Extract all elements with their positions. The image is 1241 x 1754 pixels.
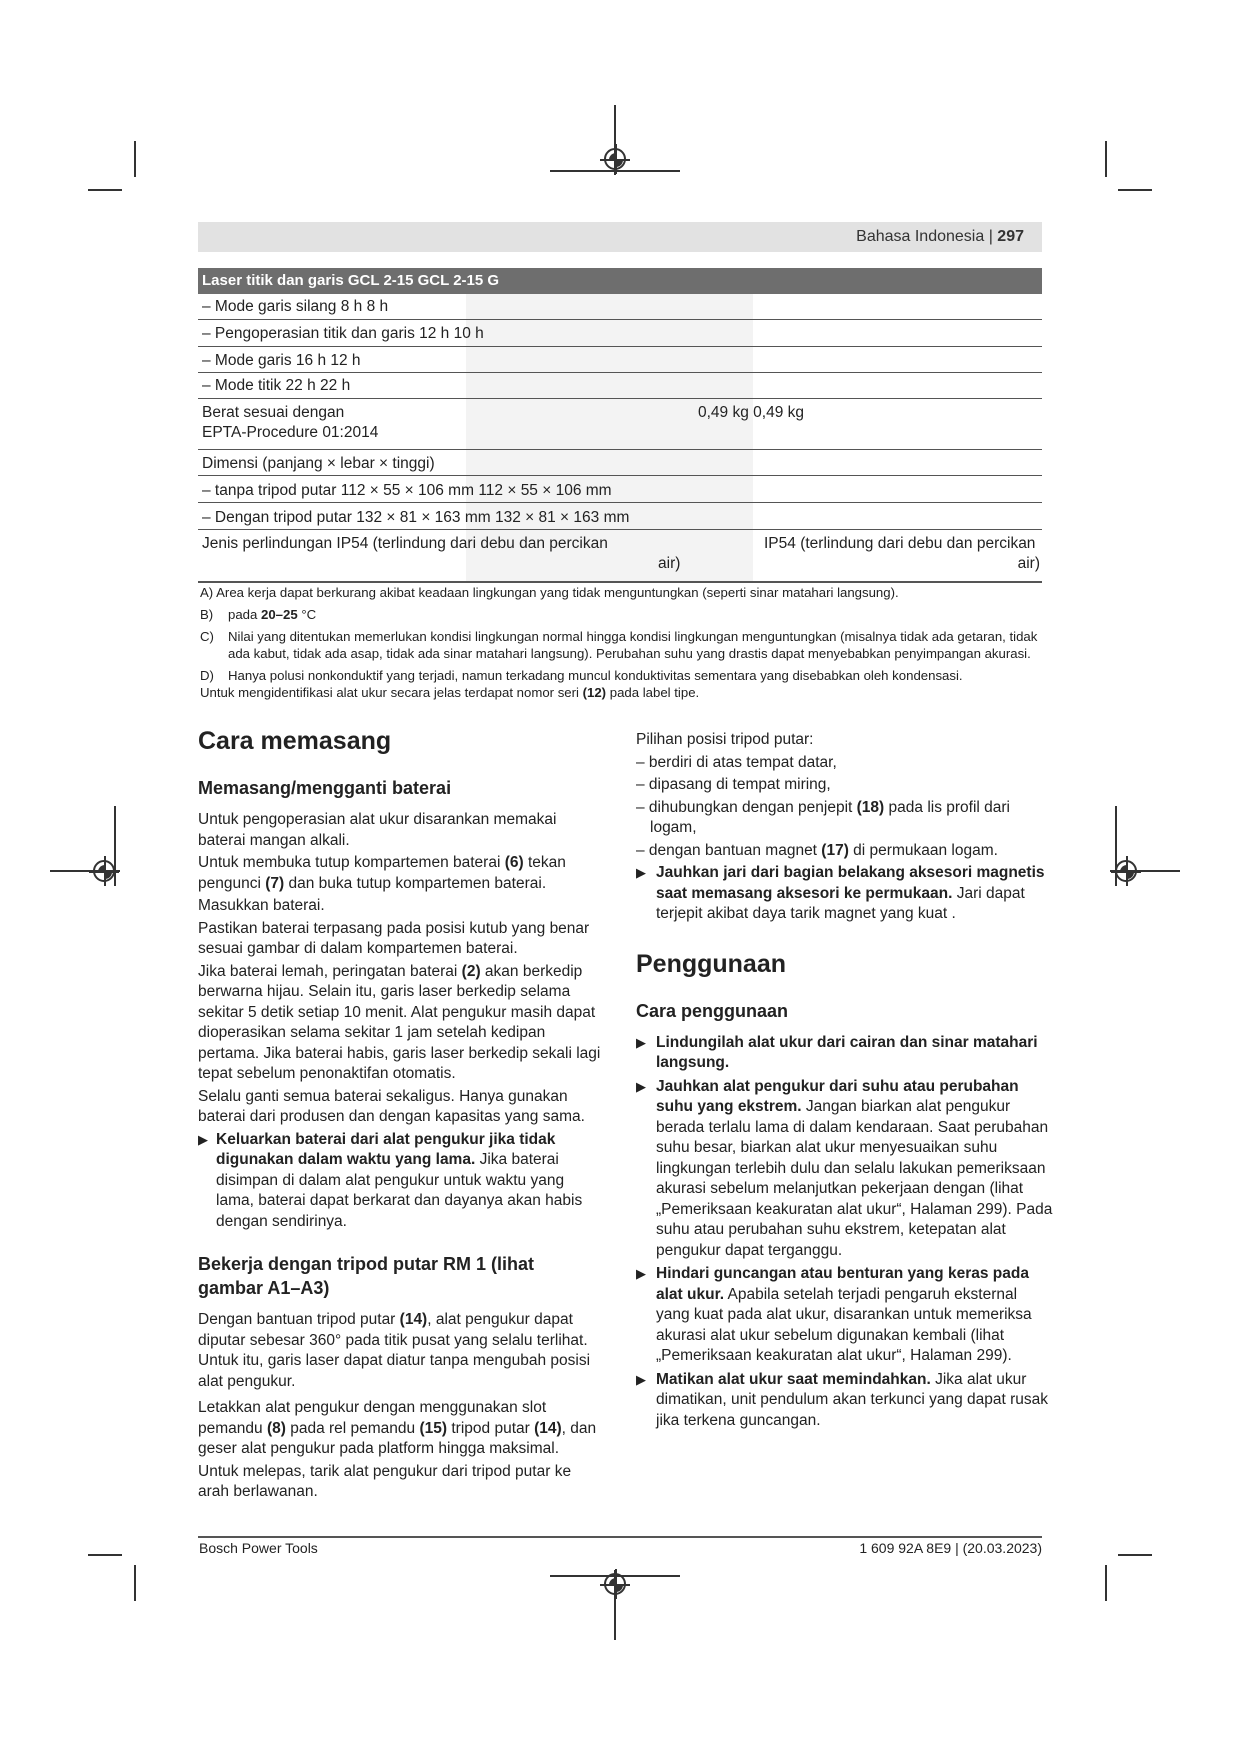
paragraph: Untuk pengoperasian alat ukur disarankan memakai baterai mangan alkali. bbox=[198, 811, 557, 849]
section-heading-installation: Cara memasang bbox=[198, 727, 392, 755]
paragraph: Untuk melepas, tarik alat pengukur dari tripod putar ke arah berlawanan. bbox=[198, 1462, 572, 1500]
weight-value: 0,49 kg 0,49 kg bbox=[698, 404, 804, 421]
warning-bullet: ▶ Jauhkan alat pengukur dari suhu atau perubahan suhu yang ekstrem. Jangan biarkan alat pengukur berada terlalu lama di dalam kendaraan. Saat perubahan suhu besar, biarkan alat ukur menyesuaikan suhu lingkungan terlebih dulu dan selalu lakukan pemeriksaan akurasi sebelum melanjutkan pekerjaan dengan (lihat „Pemeriksaan keakuratan alat ukur“, Halaman 299). Pada suhu atau perubahan suhu ekstrem, ketepatan alat pengukur dapat terganggu. bbox=[636, 1077, 1053, 1259]
paragraph: Pilihan posisi tripod putar: bbox=[636, 731, 814, 748]
right-column bbox=[636, 730, 1054, 1434]
protection-value-2: IP54 (terlindung dari debu dan percikan bbox=[764, 535, 1036, 552]
registration-mark-icon bbox=[604, 1573, 626, 1595]
triangle-bullet-icon: ▶ bbox=[198, 1131, 208, 1147]
warning-bullet: ▶ Matikan alat ukur saat memindahkan. Jika alat ukur dimatikan, unit pendulum akan terkunci yang dapat rusak jika terkena guncangan. bbox=[636, 1370, 1049, 1429]
triangle-bullet-icon: ▶ bbox=[636, 1078, 646, 1094]
crop-mark bbox=[1118, 1554, 1152, 1556]
crop-mark bbox=[1105, 1565, 1107, 1601]
crop-mark bbox=[134, 141, 136, 177]
subheading-tripod: Bekerja dengan tripod putar RM 1 (lihat gambar A1–A3) bbox=[198, 1254, 535, 1298]
triangle-bullet-icon: ▶ bbox=[636, 1266, 646, 1281]
page-header bbox=[198, 222, 1042, 252]
table-footnotes bbox=[200, 584, 1040, 701]
table-row: – Mode garis 16 h 12 h bbox=[198, 347, 1042, 373]
registration-mark-icon bbox=[604, 148, 626, 170]
crop-mark bbox=[88, 189, 122, 191]
warning-bullet: ▶ Jauhkan jari dari bagian belakang aksesori magnetis saat memasang aksesori ke permukaan. Jari dapat terjepit akibat daya tarik magnet yang kuat . bbox=[636, 864, 1045, 922]
footnote: A) Area kerja dapat berkurang akibat keadaan lingkungan yang tidak menguntungkan (seperti sinar matahari langsung). bbox=[200, 585, 899, 600]
spec-table-title: Laser titik dan garis GCL 2-15 GCL 2-15 G bbox=[198, 268, 1042, 294]
left-column bbox=[198, 726, 604, 1505]
table-row: – tanpa tripod putar 112 × 55 × 106 mm 112 × 55 × 106 mm bbox=[198, 476, 1042, 503]
table-row: Jenis perlindungan IP54 (terlindung dari debu dan percikan air) IP54 (terlindung dari debu dan percikan air) bbox=[198, 530, 1042, 583]
paragraph: Dengan bantuan tripod putar (14), alat pengukur dapat diputar sebesar 360° pada titik pusat yang selalu terlihat. Untuk itu, garis laser dapat diatur tanpa mengubah posisi alat pengukur. bbox=[198, 1311, 591, 1390]
table-row: – Dengan tripod putar 132 × 81 × 163 mm 132 × 81 × 163 mm bbox=[198, 503, 1042, 530]
crop-mark bbox=[88, 1554, 122, 1556]
crop-mark bbox=[134, 1565, 136, 1601]
footnote: C) Nilai yang ditentukan memerlukan kondisi lingkungan normal hingga kondisi lingkungan menguntungkan (misalnya tidak ada getaran, tidak ada kabut, tidak ada asap, tidak ada sinar matahari langsung). Perubahan suhu yang drastis dapat menyebabkan penyimpangan akurasi. bbox=[200, 629, 1038, 661]
paragraph: Masukkan baterai. bbox=[198, 897, 325, 914]
list-item: – berdiri di atas tempat datar, bbox=[636, 753, 837, 771]
subheading-battery: Memasang/mengganti baterai bbox=[198, 778, 452, 798]
registration-mark-icon bbox=[1115, 860, 1137, 882]
list-item: – dipasang di tempat miring, bbox=[636, 776, 831, 793]
page-number: 297 bbox=[997, 228, 1024, 245]
paragraph: Untuk membuka tutup kompartemen baterai (6) tekan pengunci (7) dan buka tutup kompartemen baterai. bbox=[198, 854, 566, 892]
warning-bullet: ▶ Keluarkan baterai dari alat pengukur jika tidak digunakan dalam waktu yang lama. Jika baterai disimpan di dalam alat pengukur untuk waktu yang lama, baterai dapat berkarat dan dayanya akan habis dengan sendirinya. bbox=[198, 1130, 583, 1230]
warning-bullet: ▶ Hindari guncangan atau benturan yang keras pada alat ukur. Apabila setelah terjadi pengaruh eksternal yang kuat pada alat ukur, disarankan untuk memeriksa akurasi alat ukur sebelum digunakan kembali (lihat „Pemeriksaan keakuratan alat ukur“, Halaman 299). bbox=[636, 1265, 1032, 1364]
serial-number-note: Untuk mengidentifikasi alat ukur secara jelas terdapat nomor seri (12) pada label tipe. bbox=[200, 685, 700, 700]
table-row: – Mode titik 22 h 22 h bbox=[198, 373, 1042, 399]
table-row: Dimensi (panjang × lebar × tinggi) bbox=[198, 450, 1042, 476]
paragraph: Letakkan alat pengukur dengan menggunakan slot pemandu (8) pada rel pemandu (15) tripod putar (14), dan geser alat pengukur pada platform hingga maksimal. bbox=[198, 1399, 597, 1457]
table-row: – Pengoperasian titik dan garis 12 h 10 h bbox=[198, 320, 1042, 347]
table-row: – Mode garis silang 8 h 8 h bbox=[198, 294, 1042, 320]
list-item: – dihubungkan dengan penjepit (18) pada lis profil dari logam, bbox=[636, 798, 1011, 836]
spec-table bbox=[198, 268, 1042, 583]
subheading-usage: Cara penggunaan bbox=[636, 1000, 789, 1021]
paragraph: Jika baterai lemah, peringatan baterai (2) akan berkedip berwarna hijau. Selain itu, garis laser berkedip selama sekitar 5 detik setiap 10 menit. Alat pengukur masih dapat dioperasikan selama sekitar 1 jam setelah kedipan pertama. Jika baterai habis, garis laser berkedip sekali lagi tepat sebelum penonaktifan otomatis. bbox=[198, 962, 601, 1082]
triangle-bullet-icon: ▶ bbox=[636, 1371, 646, 1387]
footnote: B) pada 20–25 °C bbox=[200, 607, 317, 622]
footer-rule bbox=[198, 1536, 1042, 1538]
protection-value-end: air) bbox=[658, 555, 681, 572]
warning-bullet: ▶ Lindungilah alat ukur dari cairan dan sinar matahari langsung. bbox=[636, 1033, 1038, 1071]
header-text bbox=[856, 228, 1024, 246]
registration-mark-icon bbox=[93, 860, 115, 882]
protection-value-2-end: air) bbox=[1017, 555, 1040, 572]
footnote: D) Hanya polusi nonkonduktif yang terjadi, namun terkadang muncul konduktivitas sementara yang disebabkan oleh kondensasi. bbox=[200, 668, 963, 683]
paragraph: Selalu ganti semua baterai sekaligus. Hanya gunakan baterai dari produsen dan dengan kapasitas yang sama. bbox=[198, 1087, 585, 1125]
table-row: Berat sesuai dengan EPTA-Procedure 01:2014 0,49 kg 0,49 kg bbox=[198, 399, 1042, 450]
crop-mark bbox=[1118, 189, 1152, 191]
paragraph: Pastikan baterai terpasang pada posisi kutub yang benar sesuai gambar di dalam kompartemen baterai. bbox=[198, 919, 590, 957]
header-language: Bahasa Indonesia | bbox=[856, 228, 993, 245]
triangle-bullet-icon: ▶ bbox=[636, 1034, 646, 1050]
list-item: – dengan bantuan magnet (17) di permukaan logam. bbox=[636, 841, 998, 859]
footer-doc-id: 1 609 92A 8E9 | (20.03.2023) bbox=[859, 1540, 1042, 1556]
section-heading-usage: Penggunaan bbox=[636, 949, 787, 978]
crop-mark bbox=[1105, 141, 1107, 177]
triangle-bullet-icon: ▶ bbox=[636, 865, 646, 880]
footer-brand: Bosch Power Tools bbox=[199, 1540, 318, 1556]
